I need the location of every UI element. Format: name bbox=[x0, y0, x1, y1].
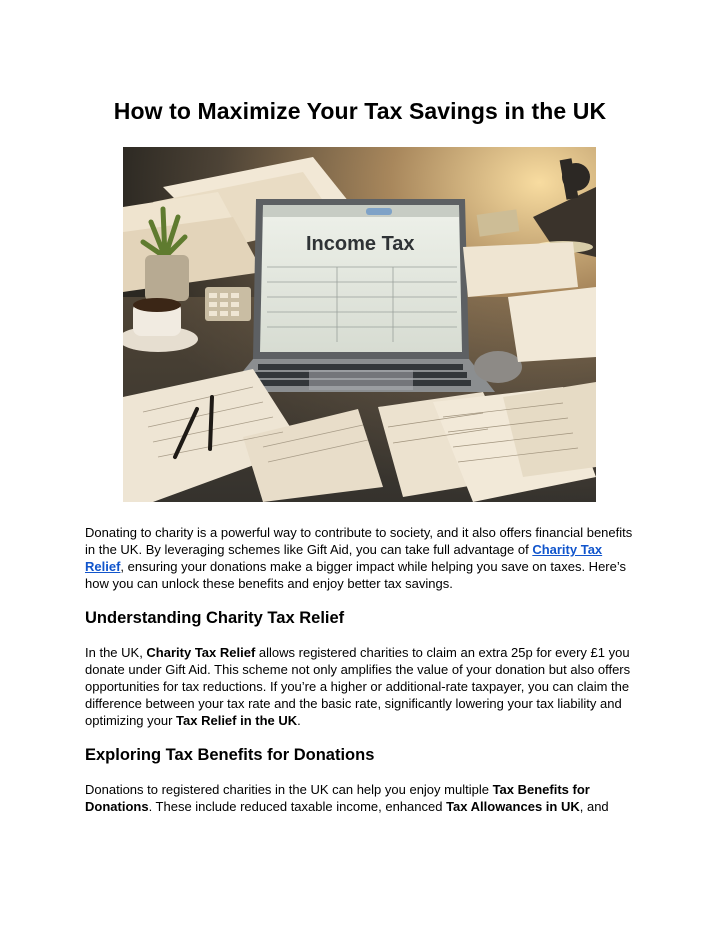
section1-paragraph bbox=[85, 644, 637, 729]
charity-tax-relief-link[interactable]: Charity Tax Relief bbox=[85, 542, 603, 574]
hero-image bbox=[123, 147, 596, 502]
section-heading-tax-benefits: Exploring Tax Benefits for Donations bbox=[85, 746, 375, 764]
intro-text-2: , ensuring your donations make a bigger impact while helping you save on taxes. Here’s how you can unlock these benefits and enjoy better tax savings. bbox=[85, 559, 627, 591]
section2-bold-2: Tax Allowances in UK bbox=[446, 799, 580, 814]
hero-illustration bbox=[123, 147, 596, 502]
section2-text-3: , and bbox=[579, 799, 609, 814]
section1-text-1: In the UK, bbox=[85, 645, 147, 660]
section1-bold-2: Tax Relief in the UK bbox=[176, 713, 298, 728]
section2-text-1: Donations to registered charities in the UK can help you enjoy multiple bbox=[85, 782, 493, 797]
page-title: How to Maximize Your Tax Savings in the UK bbox=[113, 98, 607, 124]
section2-paragraph bbox=[85, 781, 637, 815]
screen-heading: Income Tax bbox=[306, 233, 415, 255]
intro-text-1: Donating to charity is a powerful way to contribute to society, and it also offers financial benefits in the UK. By leveraging schemes like Gift Aid, you can take full advantage of bbox=[85, 525, 633, 557]
pen-2 bbox=[210, 397, 212, 449]
section1-text-3: . bbox=[297, 713, 301, 728]
section1-bold-1: Charity Tax Relief bbox=[146, 645, 256, 660]
section2-text-2: . These include reduced taxable income, enhanced bbox=[148, 799, 447, 814]
section1-text-2: allows registered charities to claim an extra 25p for every £1 you donate under Gift Aid. This scheme not only amplifies the value of your donation but also offers opportunities for tax reductions. If you’re a higher or additional-rate taxpayer, you can claim the difference between your tax rate and the basic rate, significantly lowering your tax liability and optimizing your bbox=[85, 645, 631, 728]
paper-right-2 bbox=[508, 287, 596, 362]
intro-paragraph bbox=[85, 524, 637, 592]
section-heading-charity-tax-relief: Understanding Charity Tax Relief bbox=[85, 609, 345, 627]
section2-bold-1: Tax Benefits for Donations bbox=[85, 782, 590, 814]
computer-mouse bbox=[474, 351, 522, 383]
laptop bbox=[226, 199, 495, 392]
